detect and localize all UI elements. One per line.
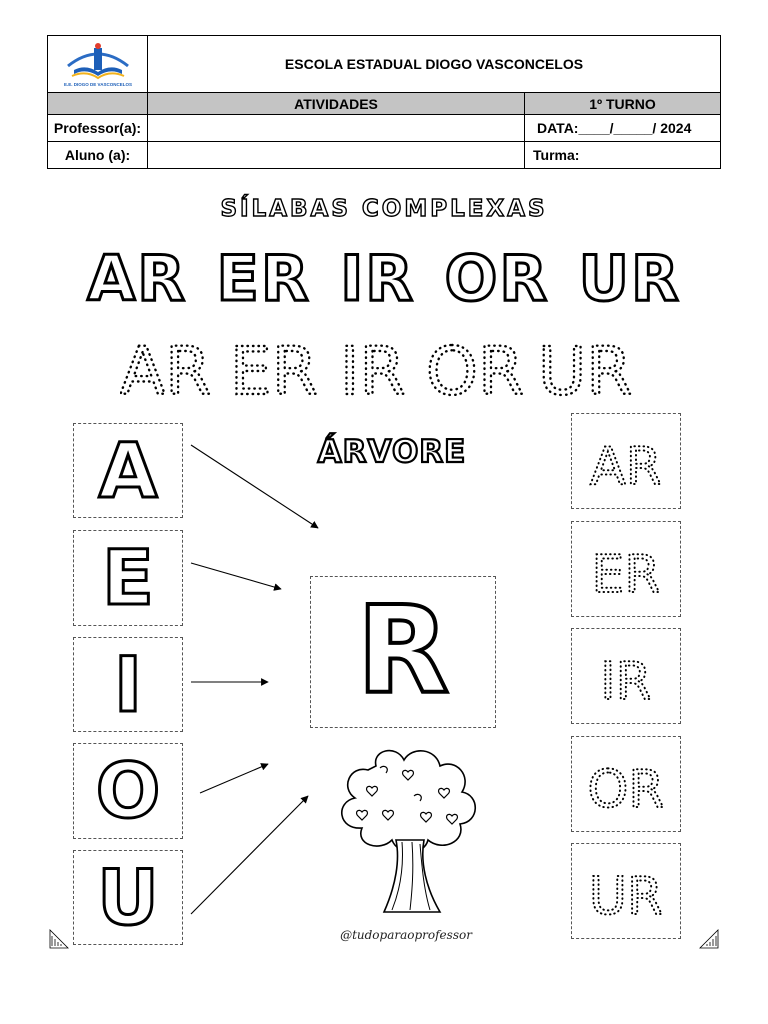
target-word: ÁRVORE [317,434,467,470]
vowel-letter: U [97,852,159,942]
answer-syllable: IR [600,652,652,711]
worksheet-subtitle: SÍLABAS COMPLEXAS [220,196,548,222]
class-field[interactable]: Turma: [533,147,580,163]
vowel-letter: A [98,425,158,515]
center-letter: R [356,582,450,721]
answer-syllable: UR [588,867,664,926]
vowel-letter: O [95,746,161,835]
shift-label: 1º TURNO [525,93,720,115]
vowel-letter: E [102,533,154,622]
outlined-syllables: AR ER IR OR UR [87,242,681,315]
dotted-syllable: IR [340,333,406,400]
dotted-syllable: UR [538,333,633,400]
dotted-syllable: ER [230,333,318,400]
vowel-letter: I [113,639,143,729]
answer-syllable: OR [587,760,665,819]
school-name: ESCOLA ESTADUAL DIOGO VASCONCELOS [148,36,720,93]
logo-caption: E.E. DIOGO DE VASCONCELOS [63,82,132,87]
dotted-syllable: AR [120,333,212,400]
student-label: Aluno (a): [48,142,148,168]
corner-decoration-right [700,930,718,948]
teacher-label: Professor(a): [48,115,148,142]
arrow-u [191,796,308,914]
answer-syllable: ER [591,545,661,604]
arrow-a [191,445,318,528]
corner-decoration-left [50,930,68,948]
activities-label: ATIVIDADES [148,93,525,115]
tree-illustration [342,751,475,912]
date-field[interactable]: DATA:____/_____/ 2024 [525,115,720,142]
arrow-e [191,563,281,589]
arrow-o [200,764,268,793]
credit-handle: @tudoparaoprofessor [340,928,472,942]
answer-syllable: AR [590,437,662,496]
dotted-syllable: OR [426,333,524,400]
